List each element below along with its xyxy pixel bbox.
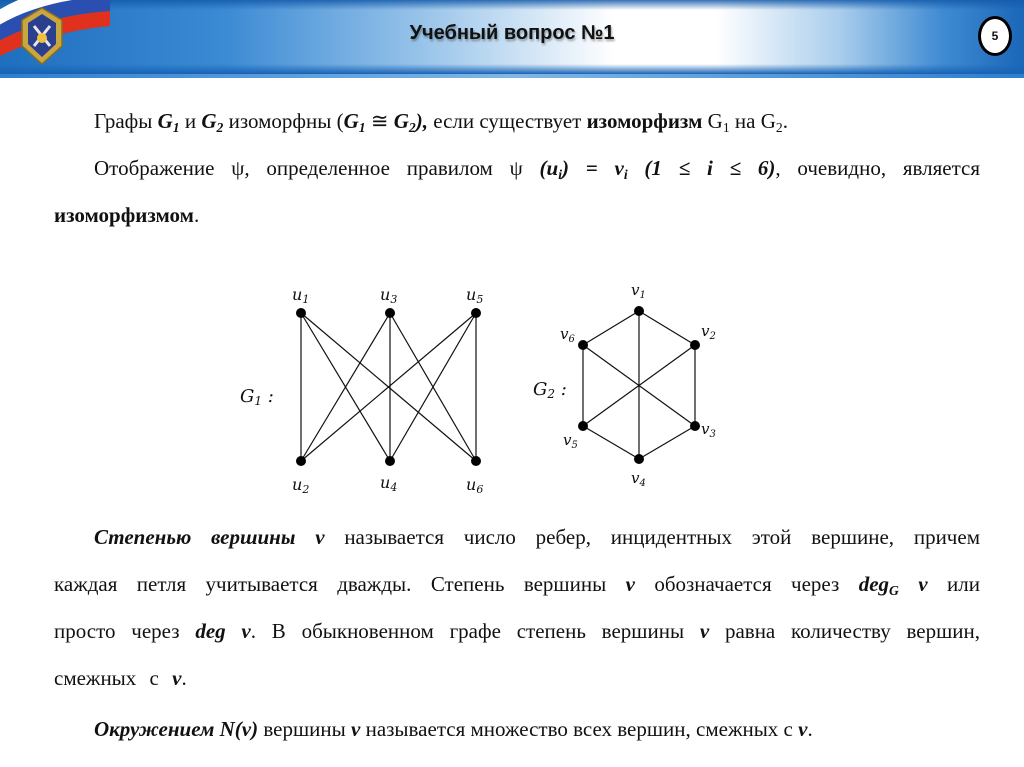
graph-g2 [583, 311, 695, 459]
svg-text:v1: $v_1$ [631, 281, 646, 301]
header-divider [0, 74, 1024, 78]
svg-text:u5: u5 [466, 285, 484, 306]
svg-text:G2 :: G2 : [533, 379, 567, 401]
svg-text:v5: $v_5$ [563, 431, 578, 451]
slide-title: Учебный вопрос №1 [409, 22, 615, 44]
paragraph-neighborhood: Окружением N(v) вершины v называется множество всех вершин, смежных с v. [94, 717, 813, 741]
svg-text:u4: u4 [380, 473, 398, 494]
paragraph-vertex-degree: Степенью вершины v называется число ребер, инцидентных этой вершине, причем каждая петля учитывается дважды. Степень вершины v обозначается через deg$_G$ v или просто через deg v. В обыкновенном графе степень вершины v равна количеству вершин, смежных с v. [54, 525, 980, 690]
svg-text:v6: $v_6$ [560, 325, 575, 345]
svg-text:u3: u3 [380, 285, 398, 306]
slide-header [0, 0, 1024, 74]
svg-text:u6: u6 [466, 475, 484, 496]
svg-text:v3: $v_3$ [701, 420, 716, 440]
page-number-badge: 5 [978, 16, 1012, 56]
paragraph-mapping: Отображение ψ, определенное правилом ψ $(u_i) = v_i$ (1 ≤ i ≤ 6), очевидно, является изоморфизмом. [54, 156, 981, 227]
svg-text:G1 :: G1 : [240, 386, 274, 408]
paragraph-isomorphism-definition: Графы $G_1$ и $G_2$ изоморфны ($G_1$ ≅ $G_2$), если существует изоморфизм $G_1$ на $G_2$. [94, 109, 788, 136]
svg-text:u2: u2 [292, 475, 310, 496]
graph-g1 [301, 313, 476, 461]
svg-text:v2: $v_2$ [701, 322, 716, 342]
graphs-svg [228, 278, 748, 498]
svg-text:u1: u1 [292, 285, 310, 306]
svg-text:v4: $v_4$ [631, 469, 646, 489]
graph-diagrams [228, 278, 748, 498]
